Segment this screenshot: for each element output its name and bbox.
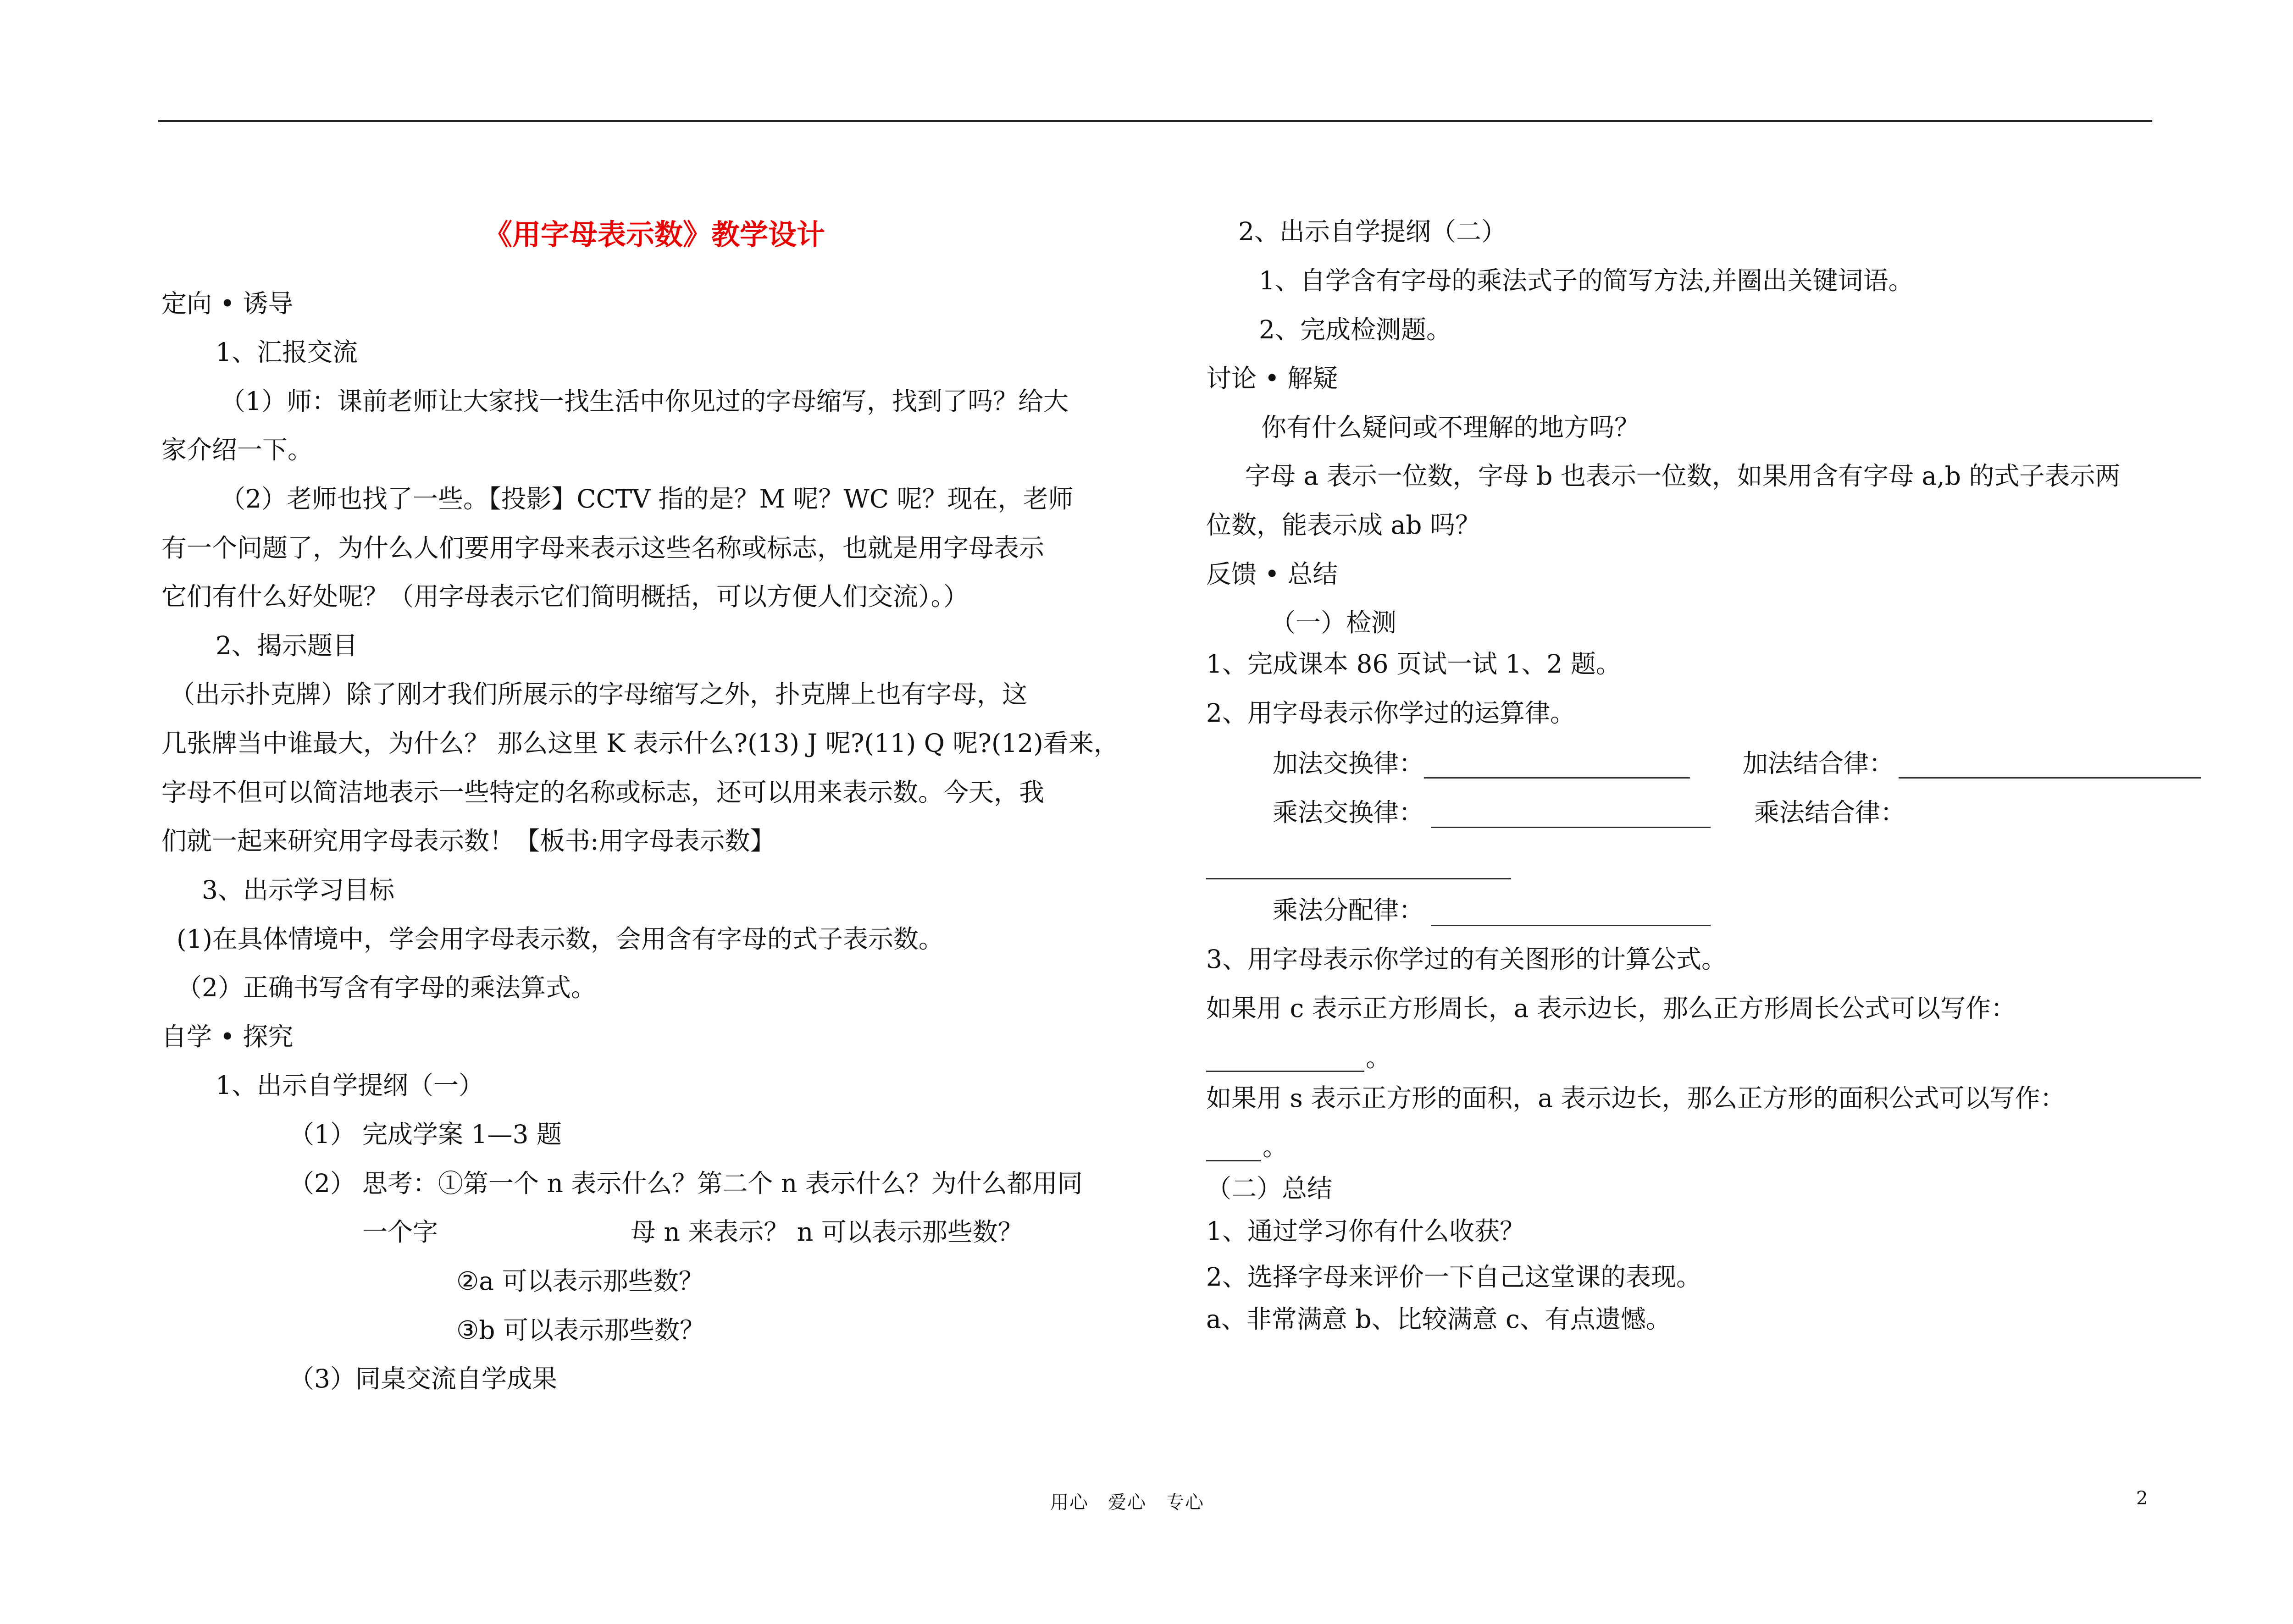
question-text: 母 n 来表示？ n 可以表示那些数？ — [631, 1217, 1023, 1247]
list-item: a、非常满意 b、比较满意 c、有点遗憾。 — [1206, 1304, 1671, 1334]
question-text: 完成学案 1—3 题 — [362, 1120, 562, 1149]
paragraph-line: （1）师：课前老师让大家找一找生活中你见过的字母缩写，找到了吗？给大 — [220, 387, 1069, 416]
question-number: （1） — [289, 1120, 355, 1149]
page-number: 2 — [2136, 1488, 2148, 1509]
list-item: 1、完成课本 86 页试一试 1、2 题。 — [1206, 649, 1621, 679]
section-heading: 自学 • 探究 — [161, 1022, 294, 1051]
list-item: 2、完成检测题。 — [1259, 315, 1451, 344]
punctuation: 。 — [1263, 1132, 1288, 1161]
paragraph-line: 位数，能表示成 ab 吗？ — [1206, 510, 1480, 540]
answer-blank — [1206, 1160, 1261, 1161]
paragraph-line: 家介绍一下。 — [161, 435, 313, 464]
subheading: 3、出示学习目标 — [202, 875, 394, 905]
paragraph-line: 如果用 s 表示正方形的面积，a 表示边长，那么正方形的面积公式可以写作： — [1206, 1083, 2066, 1113]
subheading: 1、汇报交流 — [216, 337, 358, 367]
answer-blank — [1431, 925, 1711, 926]
subheading: 1、出示自学提纲（一） — [216, 1071, 484, 1100]
list-item: 2、选择字母来评价一下自己这堂课的表现。 — [1206, 1262, 1701, 1292]
list-item: 1、通过学习你有什么收获？ — [1206, 1216, 1525, 1246]
answer-blank — [1431, 827, 1711, 828]
section-heading: 讨论 • 解疑 — [1206, 364, 1338, 393]
header-rule — [158, 120, 2152, 122]
list-item: 2、用字母表示你学过的运算律。 — [1206, 698, 1575, 728]
paragraph-line: 你有什么疑问或不理解的地方吗？ — [1261, 413, 1640, 442]
law-label: 乘法交换律： — [1273, 798, 1424, 827]
paragraph-line: 字母不但可以简洁地表示一些特定的名称或标志，还可以用来表示数。今天，我 — [161, 778, 1045, 807]
question-text: 思考：①第一个 n 表示什么？第二个 n 表示什么？为什么都用同 — [362, 1169, 1083, 1198]
punctuation: 。 — [1366, 1043, 1391, 1072]
answer-blank — [1899, 777, 2201, 779]
goal-item: （2）正确书写含有字母的乘法算式。 — [177, 973, 596, 1002]
law-label: 加法结合律： — [1743, 749, 1894, 778]
question-text: ③b 可以表示那些数？ — [456, 1315, 705, 1345]
list-item: 3、用字母表示你学过的有关图形的计算公式。 — [1206, 945, 1727, 974]
list-item: 1、自学含有字母的乘法式子的简写方法,并圈出关键词语。 — [1259, 266, 1914, 295]
question-text: 一个字 — [362, 1217, 438, 1247]
answer-blank — [1424, 777, 1690, 779]
section-heading: 定向 • 诱导 — [161, 289, 294, 318]
law-label: 乘法分配律： — [1273, 895, 1424, 925]
goal-item: (1)在具体情境中，学会用字母表示数，会用含有字母的式子表示数。 — [177, 924, 944, 954]
subheading: 2、揭示题目 — [216, 631, 358, 660]
document-title: 《用字母表示数》教学设计 — [484, 218, 825, 251]
law-label: 加法交换律： — [1273, 749, 1424, 778]
paragraph-line: 几张牌当中谁最大，为什么？ 那么这里 K 表示什么?(13) J 呢?(11) Q 呢?(12)看来， — [161, 729, 1119, 758]
question-text: （3）同桌交流自学成果 — [289, 1364, 557, 1393]
law-label: 乘法结合律： — [1754, 798, 1906, 827]
subheading: 2、出示自学提纲（二） — [1238, 217, 1507, 246]
section-heading: 反馈 • 总结 — [1206, 559, 1338, 589]
paragraph-line: 它们有什么好处呢？（用字母表示它们简明概括，可以方便人们交流）。） — [161, 582, 969, 611]
paragraph-line: （出示扑克牌）除了刚才我们所展示的字母缩写之外，扑克牌上也有字母，这 — [170, 679, 1028, 709]
paragraph-line: 如果用 c 表示正方形周长，a 表示边长，那么正方形周长公式可以写作： — [1206, 994, 2016, 1023]
answer-blank — [1206, 878, 1511, 879]
question-number: （2） — [289, 1169, 355, 1198]
page-footer: 用心 爱心 专心 — [1050, 1492, 1204, 1513]
paragraph-line: 们就一起来研究用字母表示数！【板书:用字母表示数】 — [161, 826, 775, 856]
paragraph-line: （2）老师也找了一些。【投影】CCTV 指的是？M 呢？WC 呢？现在，老师 — [220, 484, 1074, 514]
subheading: （二）总结 — [1206, 1174, 1333, 1203]
answer-blank — [1206, 1071, 1364, 1072]
question-text: ②a 可以表示那些数？ — [456, 1266, 704, 1296]
paragraph-line: 字母 a 表示一位数，字母 b 也表示一位数，如果用含有字母 a,b 的式子表示两 — [1245, 461, 2121, 491]
paragraph-line: 有一个问题了，为什么人们要用字母来表示这些名称或标志，也就是用字母表示 — [161, 533, 1045, 563]
subheading: （一）检测 — [1270, 608, 1397, 637]
